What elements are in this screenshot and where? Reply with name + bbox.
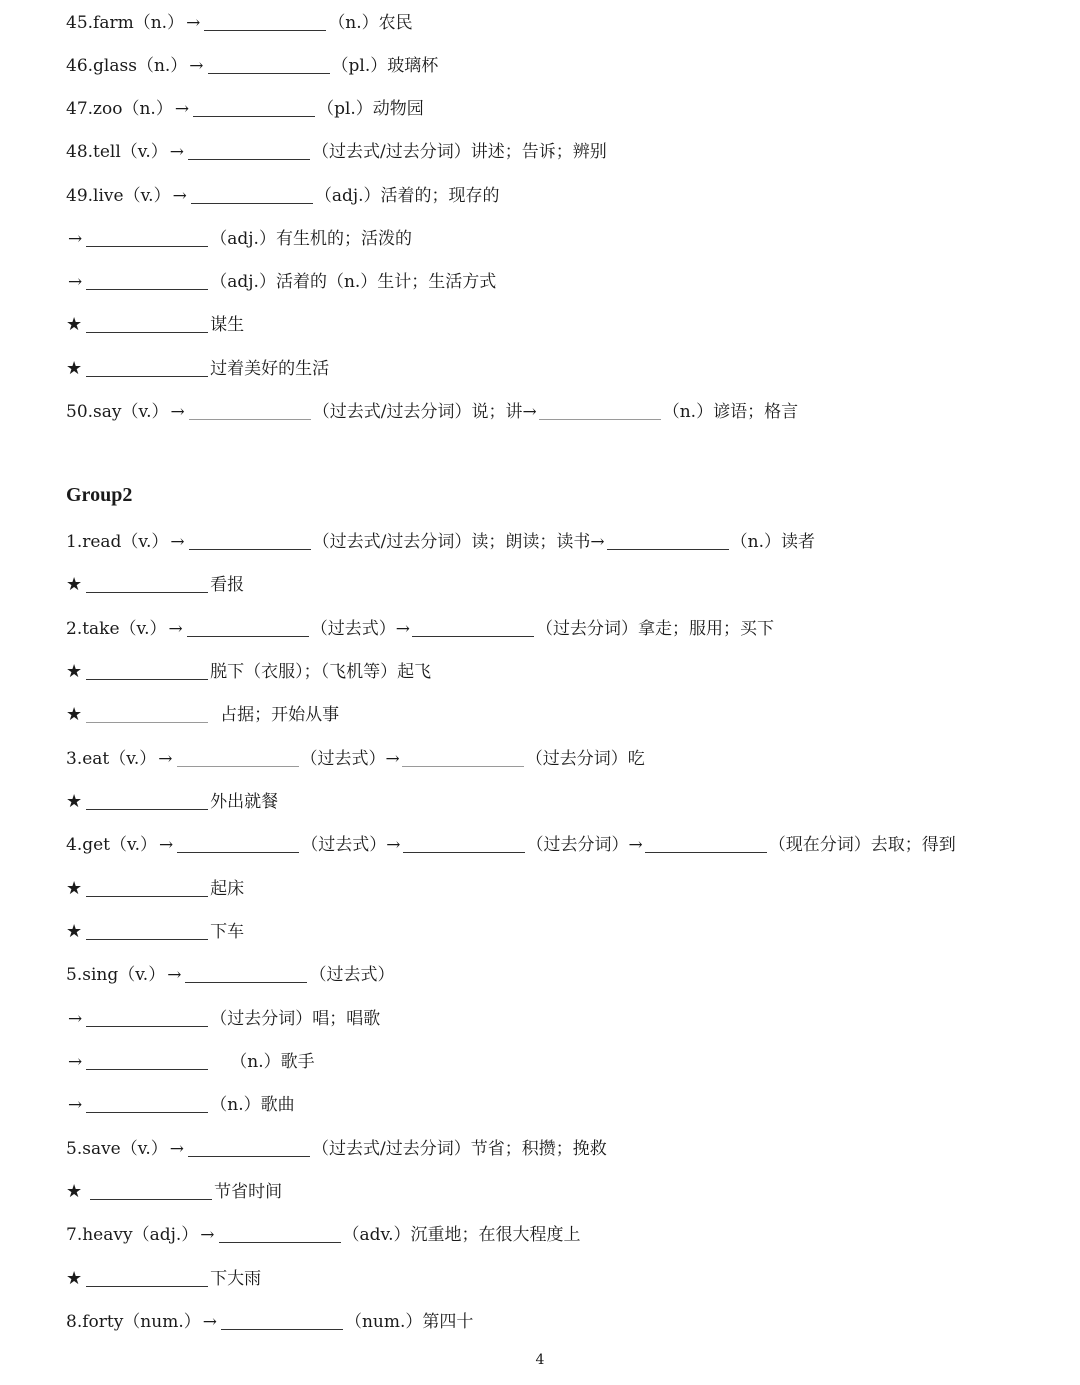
star-icon: ★ bbox=[66, 878, 83, 899]
answer-blank[interactable] bbox=[187, 635, 309, 637]
arrow: → bbox=[68, 229, 83, 249]
answer-blank[interactable] bbox=[189, 548, 311, 550]
item-49-derivative-1 bbox=[66, 220, 412, 250]
item-5-derivative-2 bbox=[66, 1043, 315, 1073]
item-head: 45.farm（n.） bbox=[66, 13, 185, 33]
item-gloss: （n.）读者 bbox=[730, 532, 816, 552]
item-head: 5.sing（v.） bbox=[66, 965, 166, 985]
item-3-eat bbox=[66, 740, 645, 770]
item-gloss: （现在分词）去取；得到 bbox=[768, 835, 956, 855]
star-icon: ★ bbox=[66, 704, 83, 725]
item-gloss: （pl.）动物园 bbox=[317, 99, 424, 119]
item-49-phrase-1 bbox=[66, 306, 244, 336]
answer-blank[interactable] bbox=[86, 938, 208, 940]
answer-blank[interactable] bbox=[86, 245, 208, 247]
star-icon: ★ bbox=[66, 921, 83, 942]
arrow: → bbox=[170, 532, 185, 552]
item-gloss: 脱下（衣服）；（飞机等）起飞 bbox=[210, 662, 432, 682]
arrow: → bbox=[189, 56, 204, 76]
answer-blank[interactable] bbox=[607, 548, 729, 550]
answer-blank[interactable] bbox=[86, 678, 208, 680]
item-gloss: 谋生 bbox=[210, 315, 245, 335]
item-gloss: 节省时间 bbox=[214, 1182, 283, 1202]
item-gloss: （adv.）沉重地；在很大程度上 bbox=[342, 1225, 581, 1245]
item-gloss: 下车 bbox=[210, 922, 245, 942]
answer-blank[interactable] bbox=[86, 375, 208, 377]
item-3-phrase bbox=[66, 783, 278, 813]
item-4-phrase-1 bbox=[66, 870, 244, 900]
item-gloss: （过去分词）唱；唱歌 bbox=[210, 1009, 381, 1029]
item-head: 50.say（v.） bbox=[66, 402, 169, 422]
item-gloss: （过去式/过去分词）讲述；告诉；辨别 bbox=[312, 142, 607, 162]
item-5-derivative-3 bbox=[66, 1086, 295, 1116]
arrow: → bbox=[68, 1095, 83, 1115]
item-49-phrase-2 bbox=[66, 350, 329, 380]
answer-blank[interactable] bbox=[177, 765, 299, 767]
item-head: 48.tell（v.） bbox=[66, 142, 168, 162]
item-8-forty bbox=[66, 1303, 473, 1333]
item-gloss: （过去式）→ bbox=[300, 749, 400, 769]
answer-blank[interactable] bbox=[86, 895, 208, 897]
answer-blank[interactable] bbox=[86, 331, 208, 333]
answer-blank[interactable] bbox=[86, 288, 208, 290]
arrow: → bbox=[159, 835, 174, 855]
answer-blank[interactable] bbox=[86, 1285, 208, 1287]
item-gloss: （过去分词）→ bbox=[526, 835, 643, 855]
item-gloss: 看报 bbox=[210, 575, 245, 595]
item-head: 5.save（v.） bbox=[66, 1139, 168, 1159]
item-gloss: 下大雨 bbox=[210, 1269, 262, 1289]
item-gloss: （过去式/过去分词）节省；积攒；挽救 bbox=[311, 1139, 607, 1159]
item-gloss: （过去式/过去分词）说；讲→ bbox=[312, 402, 537, 422]
item-gloss: 过着美好的生活 bbox=[210, 359, 330, 379]
arrow: → bbox=[169, 1139, 184, 1159]
star-icon: ★ bbox=[66, 791, 83, 812]
page-number: 4 bbox=[535, 1352, 545, 1368]
item-gloss: 外出就餐 bbox=[210, 792, 279, 812]
item-head: 3.eat（v.） bbox=[66, 749, 157, 769]
item-gloss: （n.）谚语；格言 bbox=[662, 402, 799, 422]
section-heading-group2: Group2 bbox=[66, 484, 133, 506]
item-gloss: （过去分词）拿走；服用；买下 bbox=[536, 619, 775, 639]
answer-blank[interactable] bbox=[86, 808, 208, 810]
item-gloss: （过去分词）吃 bbox=[525, 749, 645, 769]
item-head: 8.forty（num.） bbox=[66, 1312, 201, 1332]
item-2-phrase-1 bbox=[66, 653, 431, 683]
item-46-glass bbox=[66, 47, 438, 77]
star-icon: ★ bbox=[66, 1268, 83, 1289]
item-5-derivative-1 bbox=[66, 1000, 380, 1030]
item-gloss: 起床 bbox=[210, 879, 245, 899]
item-2-take bbox=[66, 610, 774, 640]
arrow: → bbox=[68, 272, 83, 292]
answer-blank[interactable] bbox=[219, 1241, 341, 1243]
answer-blank[interactable] bbox=[402, 765, 524, 767]
answer-blank[interactable] bbox=[189, 418, 311, 420]
item-head: 2.take（v.） bbox=[66, 619, 167, 639]
star-icon: ★ bbox=[66, 661, 83, 682]
item-48-tell bbox=[66, 133, 607, 163]
item-49-live bbox=[66, 177, 500, 207]
arrow: → bbox=[68, 1009, 83, 1029]
answer-blank[interactable] bbox=[86, 591, 208, 593]
item-50-say bbox=[66, 393, 798, 423]
item-head: 7.heavy（adj.） bbox=[66, 1225, 199, 1245]
arrow: → bbox=[174, 99, 190, 119]
item-1-read bbox=[66, 523, 815, 553]
item-gloss: （adj.）活着的（n.）生计；生活方式 bbox=[210, 272, 497, 292]
star-icon: ★ bbox=[66, 1181, 83, 1202]
answer-blank[interactable] bbox=[193, 115, 315, 117]
item-gloss: （n.）歌曲 bbox=[210, 1095, 295, 1115]
item-head: 1.read（v.） bbox=[66, 532, 169, 552]
item-head: 46.glass（n.） bbox=[66, 56, 188, 76]
answer-blank[interactable] bbox=[188, 158, 310, 160]
answer-blank[interactable] bbox=[221, 1328, 343, 1330]
answer-blank[interactable] bbox=[191, 202, 313, 204]
arrow: → bbox=[200, 1225, 215, 1245]
arrow: → bbox=[186, 13, 201, 33]
item-gloss: （n.）农民 bbox=[328, 13, 413, 33]
item-head: 47.zoo（n.） bbox=[66, 99, 173, 119]
item-5-save bbox=[66, 1130, 607, 1160]
arrow: → bbox=[170, 402, 185, 422]
item-4-phrase-2 bbox=[66, 913, 244, 943]
item-4-get bbox=[66, 826, 956, 856]
item-5-sing bbox=[66, 956, 394, 986]
item-gloss: （过去式）→ bbox=[301, 835, 401, 855]
item-gloss: （num.）第四十 bbox=[344, 1312, 474, 1332]
item-gloss: （过去式/过去分词）读；朗读；读书→ bbox=[312, 532, 605, 552]
item-7-phrase bbox=[66, 1260, 261, 1290]
item-head: 4.get（v.） bbox=[66, 835, 157, 855]
item-7-heavy bbox=[66, 1216, 581, 1246]
arrow: → bbox=[68, 1052, 83, 1072]
answer-blank[interactable] bbox=[204, 29, 326, 31]
answer-blank[interactable] bbox=[412, 635, 534, 637]
arrow: → bbox=[167, 965, 182, 985]
arrow: → bbox=[202, 1312, 217, 1332]
arrow: → bbox=[172, 186, 187, 206]
item-gloss: 占据；开始从事 bbox=[220, 705, 340, 725]
answer-blank[interactable] bbox=[185, 981, 307, 983]
answer-blank[interactable] bbox=[177, 851, 299, 853]
item-gloss: （adj.）活着的；现存的 bbox=[314, 186, 500, 206]
item-gloss: （adj.）有生机的；活泼的 bbox=[210, 229, 412, 249]
item-2-phrase-2 bbox=[66, 696, 339, 726]
answer-blank[interactable] bbox=[86, 1111, 208, 1113]
answer-blank[interactable] bbox=[86, 1025, 208, 1027]
item-49-derivative-2 bbox=[66, 263, 496, 293]
item-gloss: （过去式） bbox=[309, 965, 395, 985]
answer-blank[interactable] bbox=[188, 1155, 310, 1157]
answer-blank[interactable] bbox=[208, 72, 330, 74]
arrow: → bbox=[158, 749, 173, 769]
answer-blank[interactable] bbox=[645, 851, 767, 853]
answer-blank[interactable] bbox=[539, 418, 661, 420]
answer-blank[interactable] bbox=[90, 1198, 212, 1200]
item-1-phrase bbox=[66, 566, 244, 596]
answer-blank[interactable] bbox=[403, 851, 525, 853]
answer-blank[interactable] bbox=[86, 721, 208, 723]
answer-blank[interactable] bbox=[86, 1068, 208, 1070]
item-47-zoo bbox=[66, 90, 424, 120]
item-5-save-phrase bbox=[66, 1173, 282, 1203]
star-icon: ★ bbox=[66, 358, 83, 379]
item-head: 49.live（v.） bbox=[66, 186, 171, 206]
item-gloss: （pl.）玻璃杯 bbox=[331, 56, 439, 76]
item-45-farm bbox=[66, 4, 413, 34]
star-icon: ★ bbox=[66, 314, 83, 335]
item-gloss: （n.）歌手 bbox=[230, 1052, 315, 1072]
arrow: → bbox=[169, 142, 185, 162]
item-gloss: （过去式）→ bbox=[310, 619, 411, 639]
arrow: → bbox=[168, 619, 183, 639]
star-icon: ★ bbox=[66, 574, 83, 595]
